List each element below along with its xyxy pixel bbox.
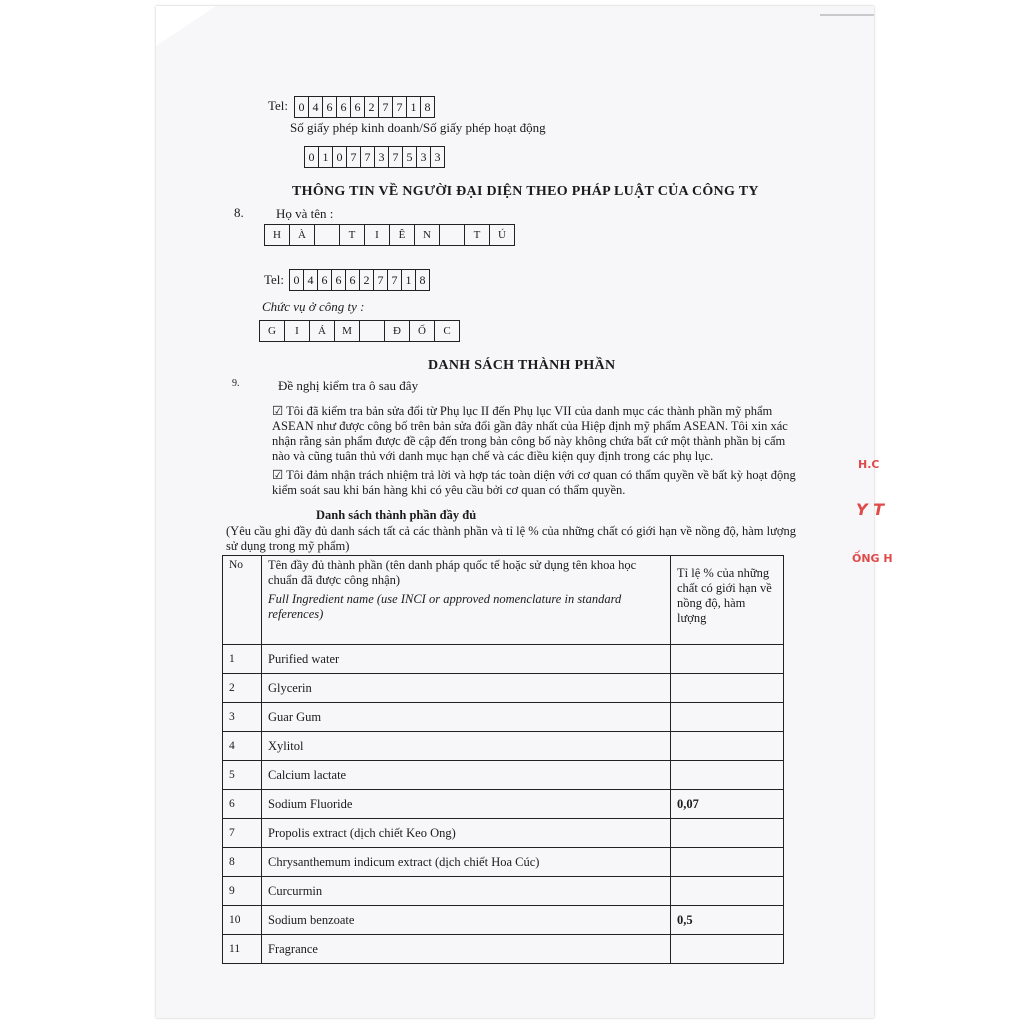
ingredient-name: Sodium Fluoride: [262, 790, 671, 819]
stamp-fragment-2: Y T: [856, 500, 885, 519]
ingredient-percent: 0,5: [671, 906, 784, 935]
license-digit-9: 3: [417, 147, 431, 167]
tel-digit-2-5: 6: [346, 270, 360, 290]
full-list-note: (Yêu cầu ghi đầy đủ danh sách tất cả các thành phần và tỉ lệ % của những chất có giới hạn về nồng độ, hàm lượng sử dụng trong mỹ phẩm): [226, 524, 796, 553]
checkbox-statement-1: ☑ Tôi đã kiểm tra bản sửa đổi từ Phụ lục II đến Phụ lục VII của danh mục các thành phần mỹ phẩm ASEAN như được công bố trên bản sửa đổi gần đây nhất của Hiệp định mỹ phẩm ASEAN. Tôi xin xác nhận rằng sản phẩm được đề cập đến trong bản công bố này không chứa bất cứ một thành phần bị cấm nào và cũng tuân thủ với danh mục hạn chế và các điều kiện quy định trong các phụ lục.: [272, 404, 788, 463]
section-8-number: 8.: [234, 205, 244, 220]
section-9-number: 9.: [232, 378, 240, 389]
tel-digit-boxes: [294, 96, 435, 118]
header-name-vi: Tên đầy đủ thành phần (tên danh pháp quốc tế hoặc sử dụng tên khoa học chuẩn đã được công nhận): [268, 558, 637, 587]
position-char-1: G: [260, 321, 285, 341]
name-char-10: Ú: [498, 229, 506, 241]
tel-digit-2-9: 1: [402, 270, 416, 290]
checkbox-statement-2: ☑ Tôi đảm nhận trách nhiệm trả lời và hợp tác toàn diện với cơ quan có thẩm quyền về bất kỳ hoạt động kiểm soát sau khi bán hàng khi có yêu cầu bởi cơ quan có thẩm quyền.: [272, 468, 796, 497]
tel-digit-4: 6: [337, 97, 351, 117]
name-char-6: Ê: [390, 225, 415, 245]
table-row: [223, 848, 784, 877]
table-row: [223, 877, 784, 906]
tel-digit-1: 0: [295, 97, 309, 117]
table-row: [223, 674, 784, 703]
tel-digit-2-6: 2: [360, 270, 374, 290]
table-row: [223, 761, 784, 790]
tel-digit-9: 1: [407, 97, 421, 117]
name-char-8: [440, 225, 465, 245]
header-no: No: [223, 556, 262, 645]
page-edge: [820, 14, 874, 16]
tel-digit-2-7: 7: [374, 270, 388, 290]
tel-digit-2-8: 7: [388, 270, 402, 290]
ingredient-name: Propolis extract (dịch chiết Keo Ong): [262, 819, 671, 848]
table-header-row: [223, 556, 784, 645]
license-digit-2: 1: [319, 147, 333, 167]
license-digit-1: 0: [305, 147, 319, 167]
table-row: [223, 732, 784, 761]
name-char-7: N: [415, 225, 440, 245]
tel-label: Tel:: [268, 98, 289, 113]
license-digit-5: 7: [361, 147, 375, 167]
row-no: 5: [223, 761, 262, 790]
row-no: 9: [223, 877, 262, 906]
tel-digit-6: 2: [365, 97, 379, 117]
ingredient-name: Chrysanthemum indicum extract (dịch chiết Hoa Cúc): [262, 848, 671, 877]
name-char-3: [315, 225, 340, 245]
ingredient-percent: [671, 732, 784, 761]
position-char-5: [360, 321, 385, 341]
row-no: 10: [223, 906, 262, 935]
tel-digit-3: 6: [323, 97, 337, 117]
tel-digit-2-4: 6: [332, 270, 346, 290]
ingredient-name: Purified water: [262, 645, 671, 674]
tel-digit-7: 7: [379, 97, 393, 117]
tel-digit-2: 4: [309, 97, 323, 117]
ingredient-name: Calcium lactate: [262, 761, 671, 790]
ingredient-percent: [671, 645, 784, 674]
tel-digit-5: 6: [351, 97, 365, 117]
license-digit-boxes: [304, 146, 445, 168]
ingredient-percent: [671, 819, 784, 848]
position-char-4: M: [335, 321, 360, 341]
table-row: [223, 645, 784, 674]
table-row: [223, 790, 784, 819]
name-char-4: T: [340, 225, 365, 245]
ingredient-percent: [671, 761, 784, 790]
tel-digit-2-3: 6: [318, 270, 332, 290]
ingredient-percent: [671, 848, 784, 877]
row-no: 8: [223, 848, 262, 877]
row-no: 2: [223, 674, 262, 703]
ingredient-percent: [671, 703, 784, 732]
row-no: 7: [223, 819, 262, 848]
ingredients-heading: DANH SÁCH THÀNH PHẦN: [428, 358, 616, 373]
table-row: [223, 935, 784, 964]
license-digit-7: 7: [389, 147, 403, 167]
representative-heading: THÔNG TIN VỀ NGƯỜI ĐẠI DIỆN THEO PHÁP LUẬT CỦA CÔNG TY: [292, 184, 759, 199]
name-char-1: H: [265, 225, 290, 245]
position-char-7: Ố: [410, 321, 435, 341]
ingredient-name: Xylitol: [262, 732, 671, 761]
table-row: [223, 703, 784, 732]
tel-digit-2-1: 0: [290, 270, 304, 290]
header-name-en: Full Ingredient name (use INCI or approved nomenclature in standard references): [268, 592, 622, 621]
table-row: [223, 819, 784, 848]
position-boxes: [259, 320, 460, 342]
position-char-3: Á: [310, 321, 335, 341]
header-name: [262, 556, 671, 645]
ingredient-name: Glycerin: [262, 674, 671, 703]
license-digit-8: 5: [403, 147, 417, 167]
name-char-5: I: [365, 225, 390, 245]
license-digit-4: 7: [347, 147, 361, 167]
position-char-8: C: [443, 325, 451, 337]
stamp-fragment-3: ỐNG H: [852, 552, 893, 565]
ingredient-percent: 0,07: [671, 790, 784, 819]
ingredient-percent: [671, 877, 784, 906]
row-no: 1: [223, 645, 262, 674]
name-char-2: À: [290, 225, 315, 245]
row-no: 6: [223, 790, 262, 819]
name-char-9: T: [465, 225, 490, 245]
row-no: 3: [223, 703, 262, 732]
tel-digit-8: 7: [393, 97, 407, 117]
position-char-6: Đ: [385, 321, 410, 341]
ingredient-table: [222, 555, 784, 964]
ingredient-name: Curcurmin: [262, 877, 671, 906]
license-digit-3: 0: [333, 147, 347, 167]
license-label: Số giấy phép kinh doanh/Số giấy phép hoạt động: [290, 120, 546, 135]
license-digit-10: 3: [434, 150, 441, 164]
row-no: 4: [223, 732, 262, 761]
header-pct: Tỉ lệ % của những chất có giới hạn về nồng độ, hàm lượng: [671, 556, 784, 645]
table-row: [223, 906, 784, 935]
tel-digit-boxes-2: [289, 269, 430, 291]
tel-digit-10: 8: [424, 100, 431, 114]
name-label: Họ và tên :: [276, 206, 334, 221]
stamp-fragment-1: H.C: [858, 458, 880, 471]
tel-label-2: Tel:: [264, 272, 285, 287]
full-list-title: Danh sách thành phần đầy đủ: [316, 508, 477, 522]
position-char-2: I: [285, 321, 310, 341]
tel-digit-2-10: 8: [419, 273, 426, 287]
row-no: 11: [223, 935, 262, 964]
check-instruction: Đề nghị kiểm tra ô sau đây: [278, 378, 419, 393]
license-digit-6: 3: [375, 147, 389, 167]
ingredient-name: Fragrance: [262, 935, 671, 964]
ingredient-percent: [671, 674, 784, 703]
ingredient-name: Sodium benzoate: [262, 906, 671, 935]
page-corner-fold: [156, 6, 216, 46]
tel-digit-2-2: 4: [304, 270, 318, 290]
ingredient-name: Guar Gum: [262, 703, 671, 732]
position-label: Chức vụ ở công ty :: [262, 299, 365, 314]
name-boxes: [264, 224, 515, 246]
ingredient-percent: [671, 935, 784, 964]
